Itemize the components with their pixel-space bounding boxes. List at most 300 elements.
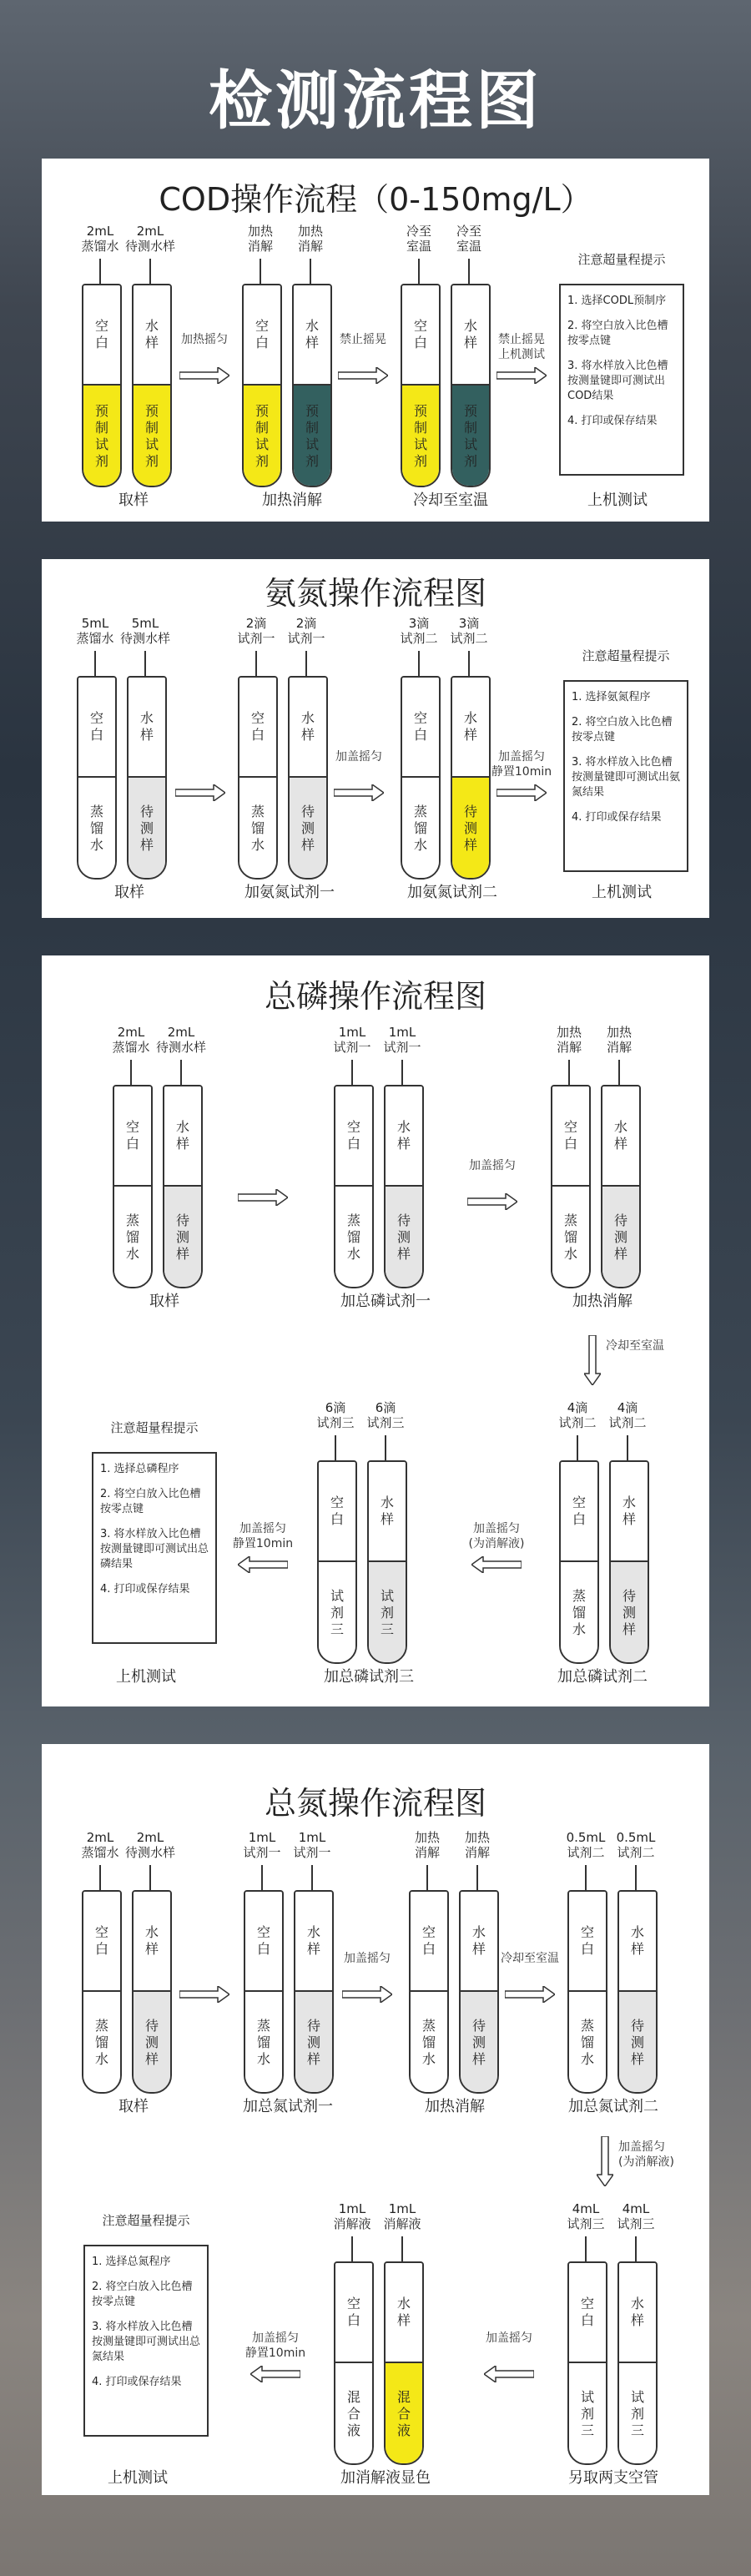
tube-lower-text: 待测样 (139, 804, 154, 853)
flow-arrow (471, 1556, 522, 1573)
step-label: 加氨氮试剂二 (407, 884, 497, 901)
tube-upper-text: 空白 (580, 1924, 594, 1957)
tube-upper-text: 水样 (305, 318, 319, 350)
tube-lower-text: 预制试剂 (413, 403, 427, 469)
tube-lower-text: 蒸馏水 (89, 804, 103, 853)
step-label: 加氨氮试剂一 (244, 884, 335, 901)
tube-upper (239, 678, 276, 776)
tube-lower (569, 1990, 606, 2094)
tube-upper (134, 1892, 170, 1990)
tube-upper-text: 空白 (94, 318, 108, 350)
step-label: 取样 (149, 1293, 179, 1310)
tube-lower-text: 试剂三 (330, 1588, 344, 1637)
tube-lower (452, 384, 489, 487)
tube-lower-text: 试剂三 (630, 2389, 644, 2438)
step-label: 加热消解 (262, 492, 322, 509)
tube-upper (611, 1462, 648, 1560)
arrow-note: 禁止摇晃 上机测试 (498, 333, 545, 361)
tube-top-label: 0.5mL 试剂二 (616, 1830, 656, 1860)
test-tube (317, 1460, 357, 1664)
tube-upper (561, 1462, 597, 1560)
tube-upper (83, 1892, 120, 1990)
tube-upper-text: 空白 (256, 1924, 270, 1957)
pipette (351, 1060, 353, 1085)
tube-upper-text: 水样 (613, 1119, 628, 1152)
pipette (180, 1060, 182, 1085)
tube-lower-text: 蒸馏水 (346, 1212, 360, 1262)
tube-upper-text: 水样 (306, 1924, 320, 1957)
tube-lower (290, 776, 326, 880)
step-label: 上机测试 (587, 492, 648, 509)
tube-upper-text: 空白 (346, 2296, 360, 2328)
tube-lower (411, 1990, 447, 2094)
tube-top-label: 加热 消解 (247, 224, 273, 254)
pipette (261, 1865, 263, 1890)
arrow-note: 加盖摇匀 (486, 2332, 532, 2345)
pipette (99, 1865, 101, 1890)
tube-lower-text: 预制试剂 (94, 403, 108, 469)
tube-lower (245, 1990, 282, 2094)
tube-lower-text: 待测样 (622, 1588, 636, 1637)
arrow-note: 加盖摇匀 (为消解液) (468, 1522, 525, 1550)
tube-upper-text: 水样 (630, 1924, 644, 1957)
step-label: 上机测试 (108, 2469, 168, 2487)
tube-upper-text: 水样 (396, 2296, 411, 2328)
tube-lower (402, 776, 439, 880)
step-label: 取样 (118, 492, 149, 509)
tip-box (559, 284, 684, 476)
tube-lower (83, 1990, 120, 2094)
tip-item: 3. 将水样放入比色槽按测量键即可测试出总氮结果 (92, 2321, 201, 2363)
tube-lower (561, 1560, 597, 1664)
step-label: 加总氮试剂一 (243, 2098, 333, 2115)
arrow-note: 加盖摇匀 静置10min (491, 750, 552, 779)
pipette (260, 259, 261, 284)
test-tube (132, 284, 172, 487)
pipette (468, 259, 470, 284)
tube-lower (134, 384, 170, 487)
tip-item: 3. 将水样放入比色槽按测量键即可测试出COD结果 (567, 360, 668, 402)
step-label: 加总氮试剂二 (568, 2098, 658, 2115)
tip-item: 4. 打印或保存结果 (92, 2376, 182, 2388)
tube-lower (244, 384, 280, 487)
tube-upper-text: 水样 (630, 2296, 644, 2328)
flow-arrow-down (584, 1335, 601, 1385)
pipette (585, 1865, 587, 1890)
pipette (568, 1060, 570, 1085)
test-tube (567, 1890, 607, 2094)
arrow-note: 加盖摇匀 (344, 1952, 391, 1965)
tube-upper (164, 1086, 201, 1185)
pipette (149, 1865, 151, 1890)
tube-upper-text: 水样 (380, 1495, 394, 1527)
tube-top-label: 冷至 室温 (456, 224, 481, 254)
tube-top-label: 1mL 试剂一 (333, 1025, 371, 1055)
test-tube (163, 1085, 203, 1288)
tube-lower (386, 2362, 422, 2465)
tube-top-label: 5mL 待测水样 (119, 616, 170, 646)
tube-top-label: 2mL 待测水样 (124, 224, 175, 254)
tube-top-label: 加热 消解 (556, 1025, 582, 1055)
tube-top-label: 加热 消解 (297, 224, 323, 254)
test-tube (609, 1460, 649, 1664)
test-tube (384, 1085, 424, 1288)
tube-upper-text: 空白 (89, 710, 103, 743)
tip-item: 3. 将水样放入比色槽按测量键即可测试出总磷结果 (100, 1528, 209, 1570)
page-title: 检测流程图 (209, 63, 542, 138)
tube-upper (319, 1462, 355, 1560)
tube-top-label: 1mL 消解液 (383, 2201, 421, 2231)
tube-lower (602, 1185, 639, 1288)
tube-upper (335, 2263, 372, 2362)
tube-top-label: 1mL 消解液 (333, 2201, 371, 2231)
pipette (99, 259, 101, 284)
arrow-note: 加盖摇匀 静置10min (232, 1522, 294, 1550)
test-tube (132, 1890, 172, 2094)
tube-lower (619, 1990, 656, 2094)
test-tube (238, 676, 278, 880)
tube-upper (245, 1892, 282, 1990)
tube-upper-text: 水样 (144, 1924, 159, 1957)
pipette (130, 1060, 132, 1085)
tube-lower (335, 2362, 372, 2465)
tube-upper-text: 水样 (471, 1924, 486, 1957)
flow-arrow (496, 784, 547, 801)
pipette (311, 1865, 313, 1890)
tip-item: 1. 选择总磷程序 (100, 1463, 179, 1475)
flow-arrow (505, 1986, 555, 2003)
tube-top-label: 6滴 试剂三 (316, 1400, 355, 1430)
tube-upper-text: 空白 (330, 1495, 344, 1527)
pipette (144, 651, 146, 676)
pipette (585, 2236, 587, 2261)
tip-item: 2. 将空白放入比色槽按零点键 (100, 1488, 201, 1515)
tube-lower (452, 776, 489, 880)
tip-item: 4. 打印或保存结果 (100, 1583, 190, 1596)
step-label: 取样 (114, 884, 144, 901)
tube-lower-text: 待测样 (630, 2018, 644, 2067)
tube-upper (619, 2263, 656, 2362)
tube-upper (602, 1086, 639, 1185)
step-label: 加消解液显色 (340, 2469, 431, 2487)
pipette (255, 651, 257, 676)
tube-lower (369, 1560, 406, 1664)
tip-item: 2. 将空白放入比色槽按零点键 (572, 716, 673, 744)
tube-upper (552, 1086, 589, 1185)
test-tube (459, 1890, 499, 2094)
tube-upper (402, 285, 439, 384)
tube-upper-text: 水样 (300, 710, 315, 743)
pipette (401, 2236, 403, 2261)
tube-lower (619, 2362, 656, 2465)
tube-lower-text: 待测样 (175, 1212, 189, 1262)
tube-top-label: 2mL 蒸馏水 (112, 1025, 150, 1055)
tube-upper-text: 空白 (421, 1924, 436, 1957)
tube-lower-text: 待测样 (613, 1212, 628, 1262)
test-tube (617, 2261, 658, 2465)
flow-arrow (250, 2366, 300, 2382)
test-tube (77, 676, 117, 880)
tube-upper-text: 空白 (346, 1119, 360, 1152)
test-tube (288, 676, 328, 880)
test-tube (294, 1890, 334, 2094)
pipette (305, 651, 307, 676)
test-tube (113, 1085, 153, 1288)
tube-lower (552, 1185, 589, 1288)
test-tube (127, 676, 167, 880)
tube-upper-text: 水样 (139, 710, 154, 743)
tube-lower (402, 384, 439, 487)
arrow-note: 加盖摇匀 (335, 750, 382, 764)
tube-top-label: 5mL 蒸馏水 (76, 616, 114, 646)
tube-upper (78, 678, 115, 776)
tube-upper (461, 1892, 497, 1990)
tube-top-label: 1mL 试剂一 (293, 1830, 331, 1860)
test-tube (551, 1085, 591, 1288)
tube-top-label: 加热 消解 (414, 1830, 440, 1860)
tube-lower-text: 蒸馏水 (250, 804, 265, 853)
tube-lower-text: 混合液 (346, 2389, 360, 2438)
step-label: 冷却至室温 (413, 492, 488, 509)
pipette (627, 1435, 628, 1460)
flow-arrow (496, 367, 547, 384)
tube-upper (295, 1892, 332, 1990)
tube-lower-text: 预制试剂 (144, 403, 159, 469)
tube-lower-text: 试剂三 (380, 1588, 394, 1637)
arrow-note: 加盖摇匀 (为消解液) (618, 2140, 674, 2169)
tube-upper-text: 水样 (463, 318, 477, 350)
test-tube (409, 1890, 449, 2094)
flow-arrow (334, 784, 384, 801)
tube-upper-text: 水样 (396, 1119, 411, 1152)
step-label: 上机测试 (116, 1668, 176, 1686)
tube-upper-text: 空白 (413, 710, 427, 743)
pipette (351, 2236, 353, 2261)
step-label: 另取两支空管 (568, 2469, 658, 2487)
tube-top-label: 2mL 待测水样 (155, 1025, 206, 1055)
tube-top-label: 2mL 蒸馏水 (81, 224, 119, 254)
pipette (618, 1060, 620, 1085)
tube-lower-text: 蒸馏水 (94, 2018, 108, 2067)
test-tube (292, 284, 332, 487)
step-label: 取样 (118, 2098, 149, 2115)
tube-top-label: 2mL 蒸馏水 (81, 1830, 119, 1860)
tube-lower-text: 蒸馏水 (421, 2018, 436, 2067)
tube-lower (129, 776, 165, 880)
tube-upper (411, 1892, 447, 1990)
tube-upper-text: 空白 (255, 318, 269, 350)
tube-lower (239, 776, 276, 880)
test-tube (384, 2261, 424, 2465)
step-label: 加总磷试剂一 (340, 1293, 431, 1310)
tube-upper (619, 1892, 656, 1990)
tube-upper-text: 空白 (413, 318, 427, 350)
tube-lower-text: 预制试剂 (463, 403, 477, 469)
test-tube (367, 1460, 407, 1664)
test-tube (617, 1890, 658, 2094)
tube-upper-text: 空白 (94, 1924, 108, 1957)
tip-item: 1. 选择总氮程序 (92, 2256, 171, 2268)
tip-item: 4. 打印或保存结果 (572, 811, 662, 824)
tube-lower (294, 384, 330, 487)
tip-title: 注意超量程提示 (102, 2213, 190, 2228)
test-tube (401, 676, 441, 880)
tip-box (92, 1452, 217, 1644)
flow-arrow (338, 367, 388, 384)
phosphorus-panel (42, 955, 709, 1706)
tube-top-label: 4滴 试剂二 (608, 1400, 647, 1430)
tube-lower-text: 待测样 (144, 2018, 159, 2067)
tube-upper-text: 空白 (572, 1495, 586, 1527)
test-tube (559, 1460, 599, 1664)
tube-lower-text: 待测样 (300, 804, 315, 853)
tube-lower (164, 1185, 201, 1288)
tube-lower-text: 蒸馏水 (256, 2018, 270, 2067)
pipette (401, 1060, 403, 1085)
tube-upper-text: 水样 (463, 710, 477, 743)
tip-title: 注意超量程提示 (577, 252, 666, 267)
tube-upper (369, 1462, 406, 1560)
pipette (468, 651, 470, 676)
tube-lower-text: 预制试剂 (255, 403, 269, 469)
tube-upper-text: 水样 (175, 1119, 189, 1152)
tube-top-label: 4mL 试剂三 (617, 2201, 655, 2231)
step-label: 加热消解 (425, 2098, 485, 2115)
tube-top-label: 1mL 试剂一 (243, 1830, 281, 1860)
step-label: 加总磷试剂二 (557, 1668, 648, 1686)
pipette (577, 1435, 578, 1460)
tube-upper-text: 空白 (580, 2296, 594, 2328)
tube-lower-text: 试剂三 (580, 2389, 594, 2438)
tip-title: 注意超量程提示 (582, 648, 670, 663)
tip-item: 3. 将水样放入比色槽按测量键即可测试出氨氮结果 (572, 756, 681, 799)
tube-lower-text: 蒸馏水 (580, 2018, 594, 2067)
flow-arrow (175, 784, 225, 801)
tube-lower (611, 1560, 648, 1664)
tube-upper (386, 1086, 422, 1185)
pipette (310, 259, 311, 284)
tube-top-label: 3滴 试剂二 (400, 616, 438, 646)
ammonia-title: 氨氮操作流程图 (264, 575, 486, 612)
nitrogen-panel (42, 1744, 709, 2495)
flow-arrow-down (597, 2136, 613, 2186)
tube-lower (569, 2362, 606, 2465)
pipette (94, 651, 96, 676)
pipette (476, 1865, 478, 1890)
tube-upper (569, 1892, 606, 1990)
tube-top-label: 冷至 室温 (406, 224, 431, 254)
step-label: 上机测试 (592, 884, 652, 901)
tip-item: 4. 打印或保存结果 (567, 415, 658, 427)
tube-lower (319, 1560, 355, 1664)
tube-upper-text: 水样 (622, 1495, 636, 1527)
tube-lower (134, 1990, 170, 2094)
flow-arrow (238, 1189, 288, 1206)
arrow-note: 加热摇匀 (181, 333, 228, 346)
tube-lower (295, 1990, 332, 2094)
flow-arrow (179, 367, 229, 384)
tube-lower-text: 蒸馏水 (572, 1588, 586, 1637)
tube-top-label: 4滴 试剂二 (558, 1400, 597, 1430)
tube-upper (335, 1086, 372, 1185)
tip-title: 注意超量程提示 (110, 1420, 199, 1435)
tube-top-label: 2滴 试剂一 (237, 616, 275, 646)
ammonia-panel (42, 559, 709, 918)
tube-upper (386, 2263, 422, 2362)
test-tube (82, 1890, 122, 2094)
tube-lower (78, 776, 115, 880)
flow-arrow (484, 2366, 534, 2382)
tube-top-label: 6滴 试剂三 (366, 1400, 405, 1430)
tube-top-label: 0.5mL 试剂二 (566, 1830, 606, 1860)
flow-arrow (179, 1986, 229, 2003)
tube-lower-text: 待测样 (396, 1212, 411, 1262)
tube-lower (461, 1990, 497, 2094)
tube-lower (114, 1185, 151, 1288)
tube-lower (335, 1185, 372, 1288)
pipette (385, 1435, 386, 1460)
pipette (335, 1435, 336, 1460)
arrow-note: 加盖摇匀 (469, 1159, 516, 1172)
tube-top-label: 4mL 试剂三 (567, 2201, 605, 2231)
test-tube (401, 284, 441, 487)
test-tube (567, 2261, 607, 2465)
tip-box (563, 680, 688, 872)
test-tube (82, 284, 122, 487)
tip-item: 2. 将空白放入比色槽按零点键 (567, 320, 668, 347)
tip-item: 2. 将空白放入比色槽按零点键 (92, 2281, 193, 2308)
tube-top-label: 加热 消解 (606, 1025, 632, 1055)
cod-title: COD操作流程（0-150mg/L） (159, 181, 592, 218)
tube-lower (386, 1185, 422, 1288)
pipette (418, 259, 420, 284)
tip-item: 1. 选择CODL预制序 (567, 295, 667, 307)
test-tube (334, 1085, 374, 1288)
phosphorus-title: 总磷操作流程图 (264, 978, 486, 1015)
step-label: 加总磷试剂三 (324, 1668, 414, 1686)
tube-lower-text: 待测样 (463, 804, 477, 853)
arrow-note: 加盖摇匀 静置10min (244, 2332, 306, 2360)
tube-lower-text: 混合液 (396, 2389, 411, 2438)
tube-upper (83, 285, 120, 384)
tube-upper-text: 水样 (144, 318, 159, 350)
tip-box (83, 2245, 209, 2437)
tube-top-label: 2mL 待测水样 (124, 1830, 175, 1860)
pipette (418, 651, 420, 676)
test-tube (601, 1085, 641, 1288)
arrow-note: 冷却至室温 (501, 1952, 559, 1965)
tube-upper (244, 285, 280, 384)
tip-item: 1. 选择氨氮程序 (572, 691, 651, 703)
cod-panel (42, 159, 709, 522)
tube-top-label: 1mL 试剂一 (383, 1025, 421, 1055)
step-label: 加热消解 (572, 1293, 633, 1310)
arrow-note: 冷却至室温 (606, 1339, 664, 1353)
arrow-note: 禁止摇晃 (340, 333, 386, 346)
pipette (426, 1865, 428, 1890)
pipette (149, 259, 151, 284)
tube-top-label: 3滴 试剂二 (450, 616, 488, 646)
flow-arrow (467, 1193, 517, 1210)
tube-lower-text: 蒸馏水 (563, 1212, 577, 1262)
test-tube (242, 284, 282, 487)
flow-arrow (342, 1986, 392, 2003)
pipette (635, 1865, 637, 1890)
tube-upper-text: 空白 (563, 1119, 577, 1152)
test-tube (244, 1890, 284, 2094)
tube-lower-text: 待测样 (471, 2018, 486, 2067)
tube-upper-text: 空白 (125, 1119, 139, 1152)
